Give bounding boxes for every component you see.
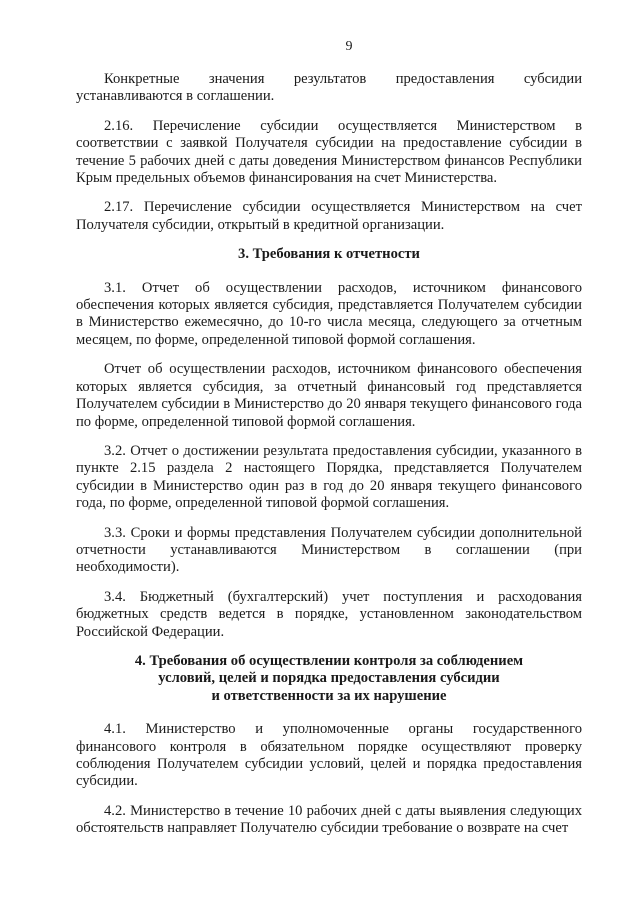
paragraph-4-1: 4.1. Министерство и уполномоченные органы государственного финансового контроля в обязательном порядке осуществляют проверку соблюдения Получателем субсидии условий, целей и порядка предоставления субсидии. [76, 721, 582, 790]
paragraph-3-3: 3.3. Сроки и формы представления Получателем субсидии дополнительной отчетности устанавливаются Министерством в соглашении (при необходимости). [76, 524, 582, 576]
paragraph-2-16: 2.16. Перечисление субсидии осуществляется Министерством в соответствии с заявкой Получателя субсидии на предоставление субсидии в течение 5 рабочих дней с даты доведения Министерством финансов Республики Крым предельных объемов финансирования на счет Министерства. [76, 117, 582, 187]
paragraph-3-2: 3.2. Отчет о достижении результата предоставления субсидии, указанного в пункте 2.15 раздела 2 настоящего Порядка, представляется Получателем субсидии в Министерство один раз в год до 20 января текущего финансового года, по форме, определенной типовой формой соглашения. [76, 442, 582, 512]
paragraph-results-values: Конкретные значения результатов предоставления субсидии устанавливаются в соглашении. [76, 71, 582, 105]
section-4-heading [76, 653, 582, 705]
document-body [76, 71, 582, 850]
section-3-heading: 3. Требования к отчетности [238, 246, 420, 263]
paragraph-3-4: 3.4. Бюджетный (бухгалтерский) учет поступления и расходования бюджетных средств ведется в порядке, установленном законодательством Российской Федерации. [76, 588, 582, 640]
paragraph-3-1-annual-report: Отчет об осуществлении расходов, источником финансового обеспечения которых является субсидия, за отчетный финансовый год представляется Получателем субсидии в Министерство до 20 января текущего финансового года по форме, определенной типовой формой соглашения. [76, 361, 582, 430]
paragraph-4-2: 4.2. Министерство в течение 10 рабочих дней с даты выявления следующих обстоятельств направляет Получателю субсидии требование о возврате на счет [76, 802, 582, 837]
section-4-heading-line: и ответственности за их нарушение [211, 687, 447, 704]
page-number: 9 [345, 39, 353, 54]
section-4-heading-line: условий, целей и порядка предоставления субсидии [158, 670, 500, 687]
paragraph-3-1: 3.1. Отчет об осуществлении расходов, источником финансового обеспечения которых является субсидия, представляется Получателем субсидии в Министерство ежемесячно, до 10-го числа месяца, следующего за отчетным месяцем, по форме, определенной типовой формой соглашения. [76, 279, 582, 348]
paragraph-2-17: 2.17. Перечисление субсидии осуществляется Министерством на счет Получателя субсидии, открытый в кредитной организации. [76, 199, 582, 233]
section-4-heading-line: 4. Требования об осуществлении контроля за соблюдением [134, 652, 524, 669]
